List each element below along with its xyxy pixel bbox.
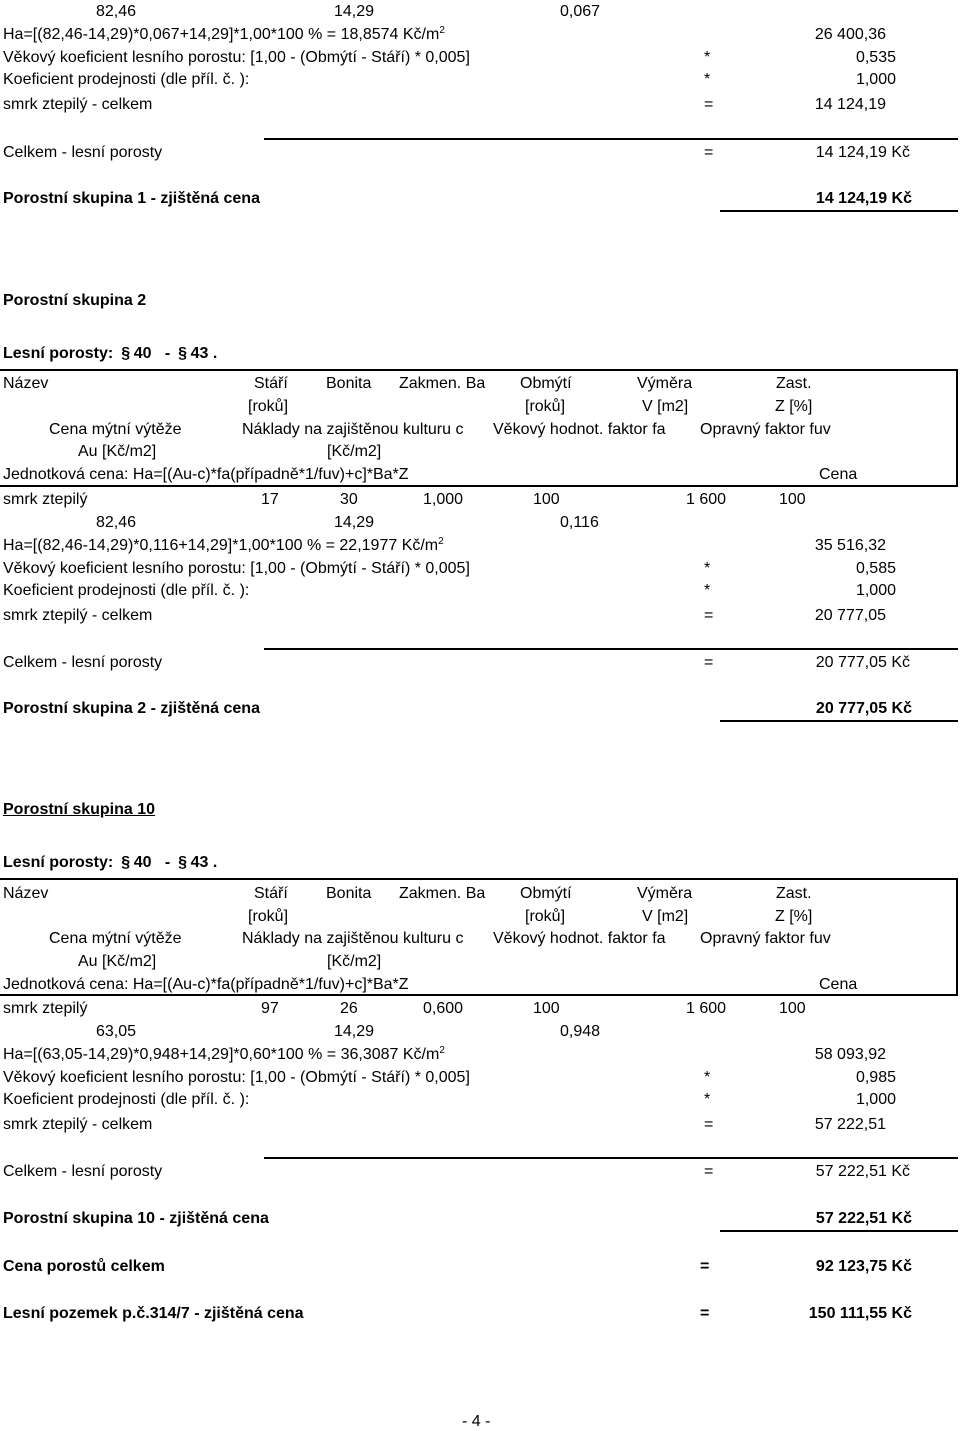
- col-unit-z: Z [%]: [775, 398, 813, 415]
- price-underline: [720, 720, 958, 722]
- forest-total-label: Celkem - lesní porosty: [3, 1163, 163, 1180]
- forest-total-label: Celkem - lesní porosty: [3, 654, 163, 671]
- group-price-label: Porostní skupina 2 - zjištěná cena: [3, 700, 260, 717]
- land-price-value: 150 111,55 Kč: [808, 1305, 912, 1322]
- group-price-value: 20 777,05 Kč: [815, 700, 912, 717]
- forest-total-operator: =: [704, 654, 714, 671]
- row-value-c: 14,29: [334, 3, 375, 20]
- koeficient-value: 1,000: [855, 1091, 896, 1108]
- col-jednotkova: Jednotková cena: Ha=[(Au-c)*fa(případně*1/fuv)+c]*Ba*Z: [3, 466, 409, 483]
- col-nazev: Název: [3, 885, 49, 902]
- formula-text: Ha=[(82,46-14,29)*0,067+14,29]*1,00*100 % = 18,8574 $Kč/m^2$: [3, 25, 445, 43]
- koeficient-label: Koeficient prodejnosti (dle příl. č. ):: [3, 582, 250, 599]
- col-unit-roku: [roků]: [248, 908, 289, 925]
- divider: [264, 648, 958, 650]
- formula-text: Ha=[(63,05-14,29)*0,948+14,29]*0,60*100 % = 36,3087 $Kč/m^2$: [3, 1045, 445, 1063]
- col-obmyti: Obmýtí: [520, 375, 572, 392]
- vekovy-value: 0,535: [855, 49, 896, 66]
- col-zast: Zast.: [776, 885, 812, 902]
- divider: [264, 1157, 958, 1159]
- col-naklady: Náklady na zajištěnou kulturu c: [242, 421, 464, 438]
- col-unit-c: [Kč/m2]: [327, 443, 382, 460]
- col-cena-myt: Cena mýtní výtěže: [49, 930, 182, 947]
- row-value-fa: 0,067: [560, 3, 601, 20]
- forest-total-operator: =: [704, 144, 714, 161]
- koeficient-operator: *: [704, 1091, 711, 1108]
- land-price-label: Lesní pozemek p.č.314/7 - zjištěná cena: [3, 1305, 304, 1322]
- row-value-fa: 0,116: [560, 514, 599, 531]
- col-unit-z: Z [%]: [775, 908, 813, 925]
- col-zakmen: Zakmen. Ba: [399, 375, 486, 392]
- col-bonita: Bonita: [326, 375, 372, 392]
- section-icon: §: [121, 345, 131, 362]
- species-total-label: smrk ztepilý - celkem: [3, 1116, 153, 1133]
- row-stari: 97: [261, 1000, 279, 1017]
- stands-total-operator: =: [700, 1258, 710, 1275]
- koeficient-operator: *: [704, 582, 711, 599]
- row-bonita: 30: [340, 491, 358, 508]
- row-value-fa: 0,948: [560, 1023, 601, 1040]
- row-bonita: 26: [340, 1000, 358, 1017]
- col-opravny: Opravný faktor fuv: [700, 421, 831, 438]
- forest-total-label: Celkem - lesní porosty: [3, 144, 163, 161]
- row-zast: 100: [779, 491, 806, 508]
- col-jednotkova: Jednotková cena: Ha=[(Au-c)*fa(případně*1/fuv)+c]*Ba*Z: [3, 976, 409, 993]
- species-total-value: 57 222,51: [814, 1116, 886, 1133]
- section-icon: §: [178, 345, 188, 362]
- col-vymera: Výměra: [637, 885, 693, 902]
- group-price-value: 57 222,51 Kč: [815, 1210, 912, 1227]
- forest-stands-line: Lesní porosty: § 40 - § 43 .: [3, 854, 218, 871]
- forest-total-value: 14 124,19 Kč: [815, 144, 910, 161]
- section-icon: §: [178, 854, 188, 871]
- forest-total-operator: =: [704, 1163, 714, 1180]
- group-heading: Porostní skupina 10: [3, 801, 156, 818]
- price-underline: [720, 1230, 958, 1232]
- land-price-operator: =: [700, 1305, 710, 1322]
- col-cena: Cena: [819, 976, 858, 993]
- col-zakmen: Zakmen. Ba: [399, 885, 486, 902]
- species-total-label: smrk ztepilý - celkem: [3, 607, 153, 624]
- vekovy-label: Věkový koeficient lesního porostu: [1,00 - (Obmýtí - Stáří) * 0,005]: [3, 49, 470, 66]
- row-value-au: 63,05: [96, 1023, 137, 1040]
- vekovy-operator: *: [704, 49, 711, 66]
- species-total-operator: =: [704, 607, 714, 624]
- row-species: smrk ztepilý: [3, 1000, 88, 1017]
- col-naklady: Náklady na zajištěnou kulturu c: [242, 930, 464, 947]
- col-unit-au: Au [Kč/m2]: [78, 443, 157, 460]
- row-value-c: 14,29: [334, 1023, 375, 1040]
- col-unit-vm2: V [m2]: [642, 398, 689, 415]
- vekovy-value: 0,585: [855, 560, 896, 577]
- species-total-value: 20 777,05: [814, 607, 886, 624]
- col-unit-roku: [roků]: [525, 398, 566, 415]
- col-vymera: Výměra: [637, 375, 693, 392]
- vekovy-value: 0,985: [855, 1069, 896, 1086]
- col-vekovy-faktor: Věkový hodnot. faktor fa: [493, 930, 666, 947]
- row-value-au: 82,46: [96, 514, 137, 531]
- col-unit-c: [Kč/m2]: [327, 953, 382, 970]
- formula-value: 26 400,36: [814, 26, 886, 43]
- forest-total-value: 57 222,51 Kč: [815, 1163, 910, 1180]
- section-icon: §: [121, 854, 131, 871]
- col-stari: Stáří: [254, 885, 288, 902]
- divider: [264, 138, 958, 140]
- group-price-label: Porostní skupina 1 - zjištěná cena: [3, 190, 260, 207]
- row-zakmen: 1,000: [423, 491, 464, 508]
- forest-stands-line: Lesní porosty: § 40 - § 43 .: [3, 345, 218, 362]
- formula-value: 58 093,92: [814, 1046, 886, 1063]
- row-obmyti: 100: [533, 491, 560, 508]
- formula-text: Ha=[(82,46-14,29)*0,116+14,29]*1,00*100 % = 22,1977 $Kč/m^2$: [3, 536, 444, 554]
- group-heading: Porostní skupina 2: [3, 292, 147, 309]
- row-value-c: 14,29: [334, 514, 375, 531]
- koeficient-value: 1,000: [855, 71, 896, 88]
- col-cena: Cena: [819, 466, 858, 483]
- price-underline: [720, 210, 958, 212]
- koeficient-label: Koeficient prodejnosti (dle příl. č. ):: [3, 71, 250, 88]
- row-stari: 17: [261, 491, 279, 508]
- col-cena-myt: Cena mýtní výtěže: [49, 421, 182, 438]
- col-unit-roku: [roků]: [248, 398, 289, 415]
- row-value-au: 82,46: [96, 3, 137, 20]
- vekovy-operator: *: [704, 560, 711, 577]
- col-vekovy-faktor: Věkový hodnot. faktor fa: [493, 421, 666, 438]
- col-unit-au: Au [Kč/m2]: [78, 953, 157, 970]
- row-zast: 100: [779, 1000, 806, 1017]
- koeficient-value: 1,000: [855, 582, 896, 599]
- species-total-operator: =: [704, 1116, 714, 1133]
- species-total-operator: =: [704, 96, 714, 113]
- row-vymera: 1 600: [686, 491, 727, 508]
- row-obmyti: 100: [533, 1000, 560, 1017]
- vekovy-label: Věkový koeficient lesního porostu: [1,00 - (Obmýtí - Stáří) * 0,005]: [3, 1069, 470, 1086]
- col-bonita: Bonita: [326, 885, 372, 902]
- col-unit-roku: [roků]: [525, 908, 566, 925]
- col-unit-vm2: V [m2]: [642, 908, 689, 925]
- formula-value: 35 516,32: [814, 537, 886, 554]
- koeficient-operator: *: [704, 71, 711, 88]
- row-vymera: 1 600: [686, 1000, 727, 1017]
- col-nazev: Název: [3, 375, 49, 392]
- col-obmyti: Obmýtí: [520, 885, 572, 902]
- stands-total-label: Cena porostů celkem: [3, 1258, 165, 1275]
- forest-total-value: 20 777,05 Kč: [815, 654, 910, 671]
- group-price-value: 14 124,19 Kč: [815, 190, 912, 207]
- col-opravny: Opravný faktor fuv: [700, 930, 831, 947]
- col-zast: Zast.: [776, 375, 812, 392]
- page-number: - 4 -: [462, 1413, 491, 1430]
- vekovy-label: Věkový koeficient lesního porostu: [1,00 - (Obmýtí - Stáří) * 0,005]: [3, 560, 470, 577]
- koeficient-label: Koeficient prodejnosti (dle příl. č. ):: [3, 1091, 250, 1108]
- vekovy-operator: *: [704, 1069, 711, 1086]
- row-zakmen: 0,600: [423, 1000, 464, 1017]
- group-price-label: Porostní skupina 10 - zjištěná cena: [3, 1210, 269, 1227]
- species-total-value: 14 124,19: [814, 96, 886, 113]
- col-stari: Stáří: [254, 375, 288, 392]
- stands-total-value: 92 123,75 Kč: [815, 1258, 912, 1275]
- species-total-label: smrk ztepilý - celkem: [3, 96, 153, 113]
- row-species: smrk ztepilý: [3, 491, 88, 508]
